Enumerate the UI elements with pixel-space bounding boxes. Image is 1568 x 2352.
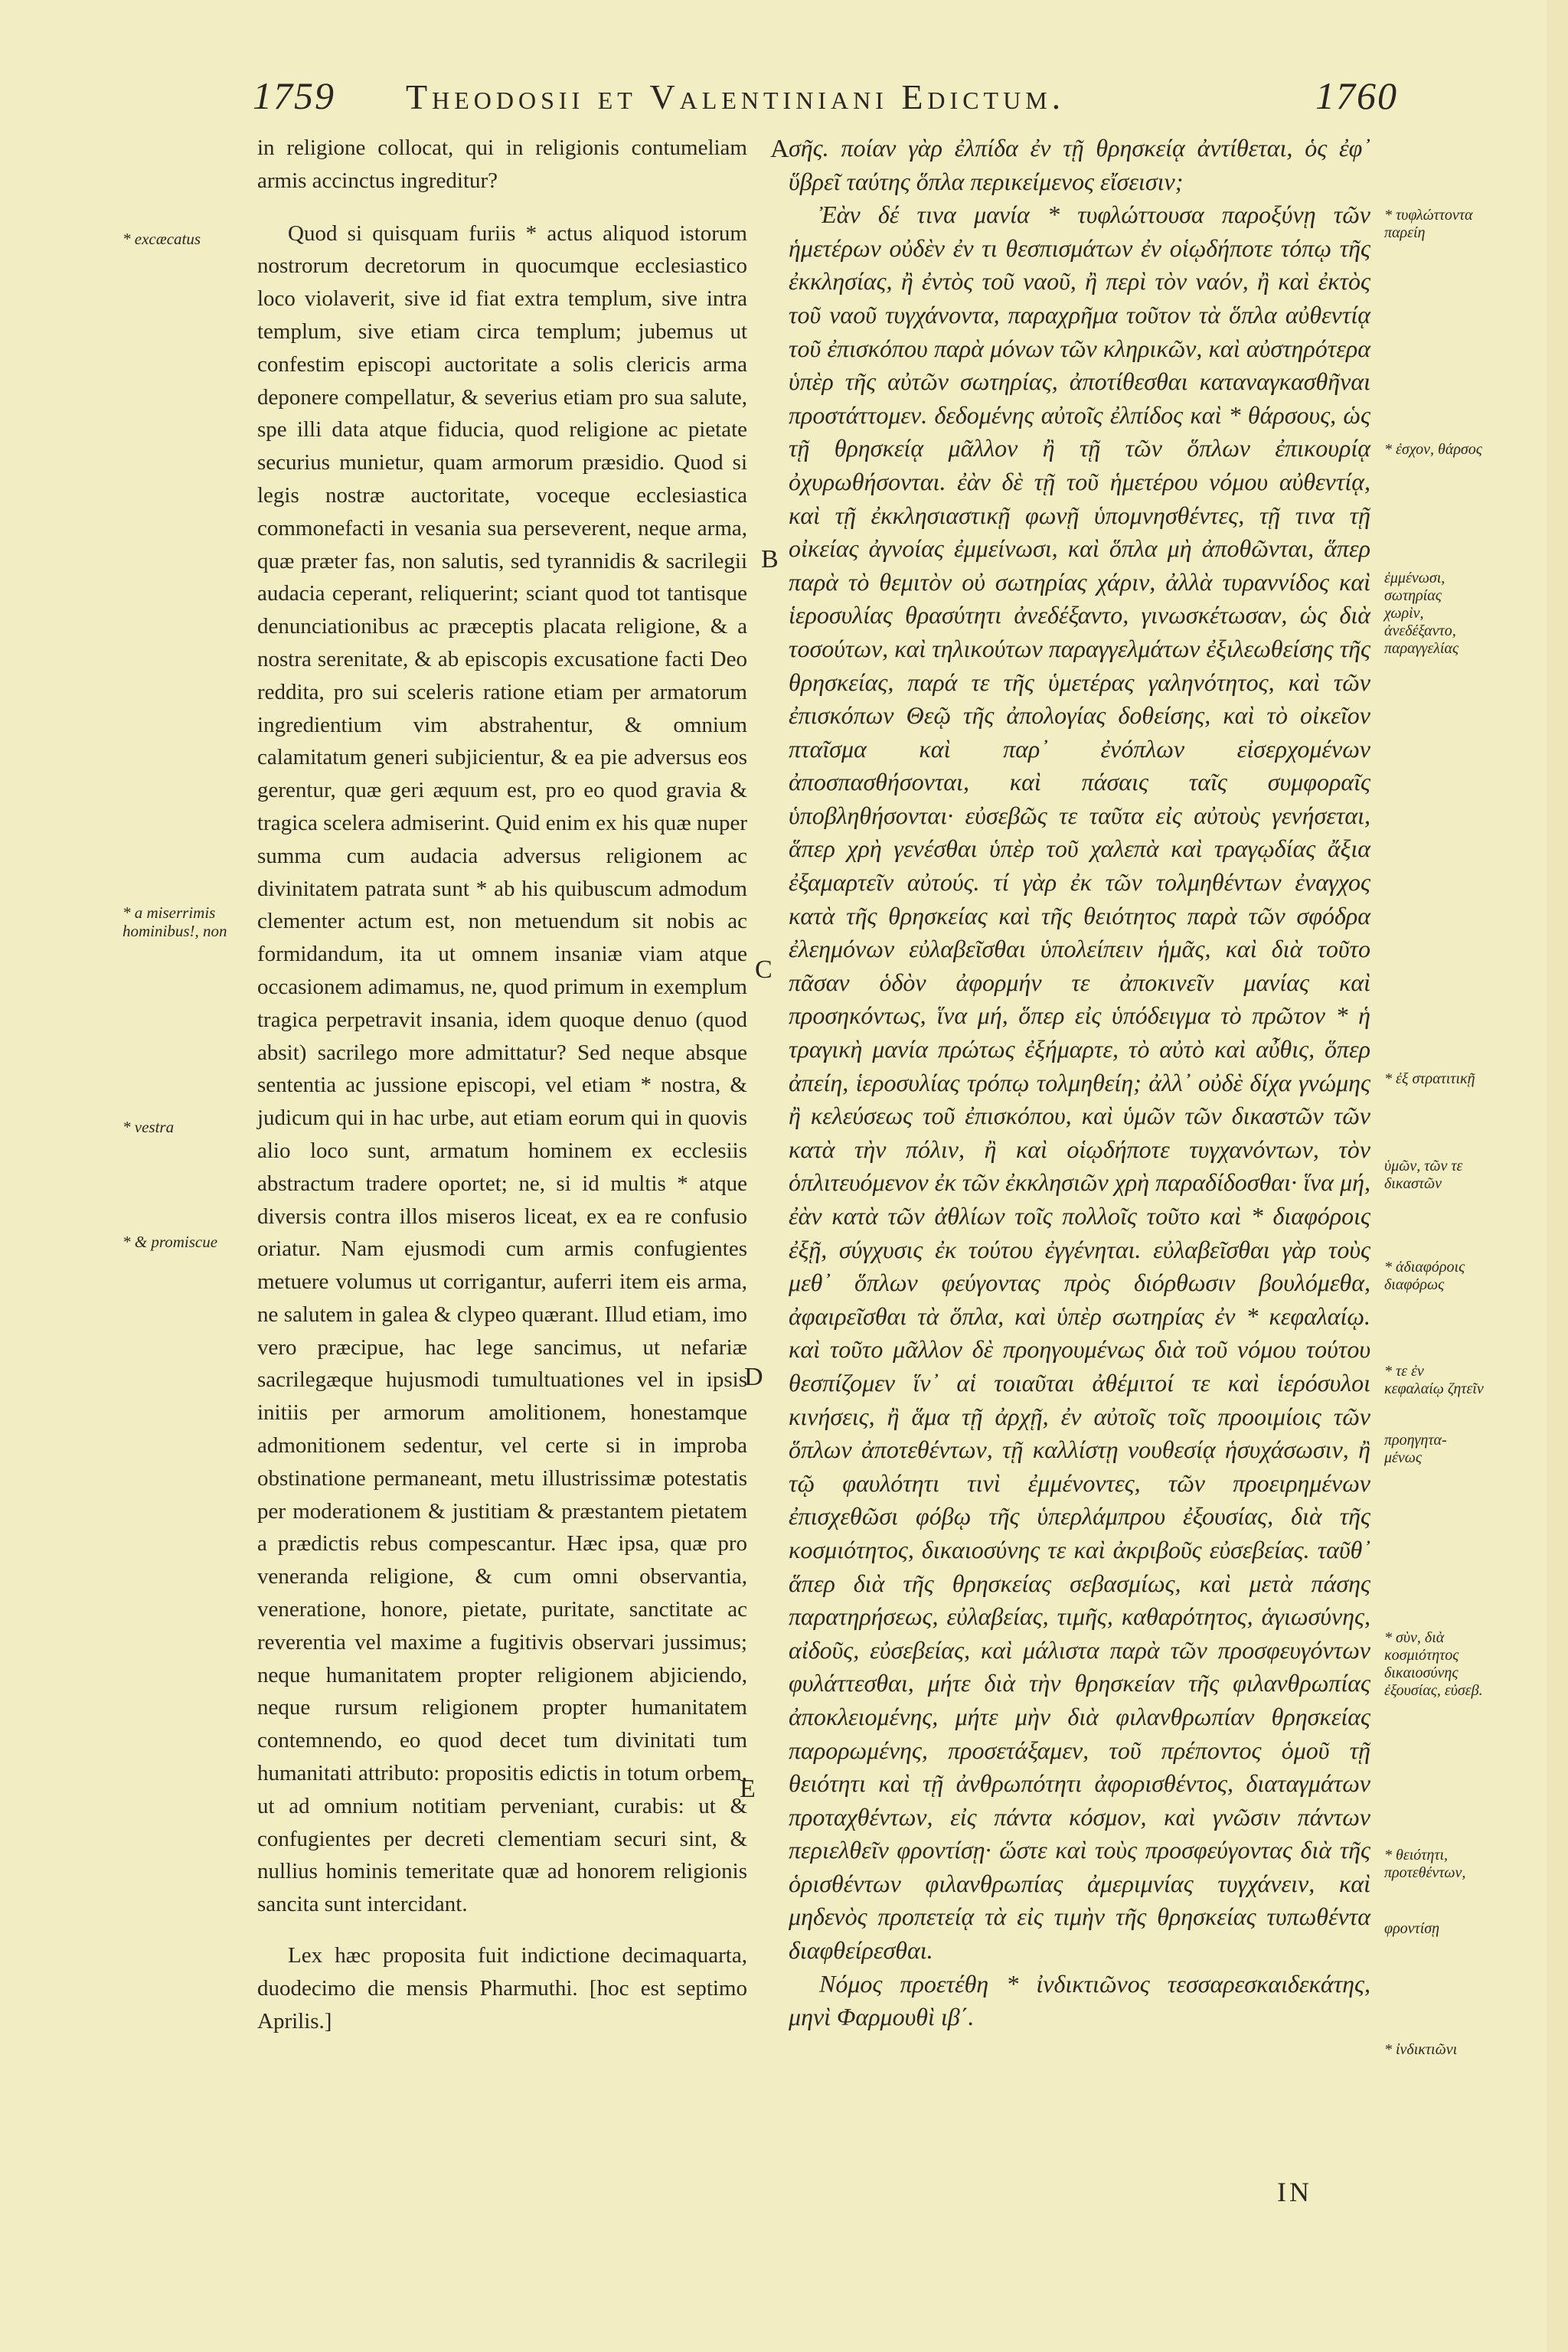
- section-mark-a: A: [770, 135, 789, 163]
- greek-margin-note: * ἐξ στρατιτικῇ: [1384, 1070, 1475, 1087]
- page-number-right: 1760: [1315, 74, 1398, 117]
- greek-margin-note: * ἀδιαφόροις διαφόρως: [1384, 1259, 1465, 1293]
- section-mark-d: D: [744, 1363, 763, 1391]
- running-header: [0, 74, 1568, 127]
- greek-margin-note: * θειότητι, προτεθέντων,: [1384, 1847, 1466, 1881]
- greek-subscription: Νόμος προετέθη * ἰνδικτιῶνος τεσσαρεσκαιδεκάτης, μηνὶ Φαρμουθὶ ιβ΄.: [789, 1969, 1370, 2031]
- latin-margin-note: * & promiscue: [122, 1233, 218, 1251]
- greek-margin-note: προηγητα-μένως: [1384, 1432, 1447, 1466]
- greek-margin-note: * σὺν, διὰ κοσμιότητος δικαιοσύνης ἐξουσίας, εὐσεβ.: [1384, 1629, 1483, 1699]
- greek-margin-note: ἐμμένωσι, σωτηρίας χωρὶν, ἀνεδέξαντο, παραγγελίας: [1384, 570, 1459, 657]
- greek-paragraph: Ἐὰν δέ τινα μανία * τυφλώττουσα παροξύνῃ τῶν ἡμετέρων οὐδὲν ἐν τι θεσπισμάτων ἐν οἱῳδήποτε τόπῳ τῆς ἐκκλησίας, ἢ ἐντὸς τοῦ ναοῦ, ἢ περὶ τὸν ναόν, ἢ καὶ ἐκτὸς τοῦ ναοῦ τυγχάνοντα, παραχρῆμα τοῦτον τὰ ὅπλα αὐθεντίᾳ τοῦ ἐπισκόπου παρὰ μόνων τῶν κληρικῶν, καὶ αὐστηρότερα ὑπὲρ τῆς αὐτῶν σωτηρίας, ἀποτίθεσθαι καταναγκασθῆναι προστάττομεν. δεδομένης αὐτοῖς ἐλπίδος καὶ * θάρσους, ὡς τῇ θρησκείᾳ μᾶλλον ἢ τῇ τῶν ὅπλων ἐπικουρίᾳ ὀχυρωθήσονται. ἐὰν δὲ τῇ τοῦ ἡμετέρου νόμου αὐθεντίᾳ, καὶ τῇ ἐκκλησιαστικῇ φωνῇ ὑπομνησθέντες, τῇ τινα τῇ οἰκείας ἀγνοίας ἐμμείνωσι, καὶ ὅπλα μὴ ἀποθῶνται, ἅπερ παρὰ τὸ θεμιτὸν οὐ σωτηρίας χάριν, ἀλλὰ τυραννίδος καὶ ἱεροσυλίας θρασύτητι ἀνεδέξαντο, γινωσκέτωσαν, ὡς διὰ τοσούτων, καὶ τηλικούτων παραγγελμάτων ἐξιλεωθείσης τῆς θρησκείας, παρά τε τῆς ὑμετέρας γαληνότητος, καὶ τῶν ἐπισκόπων Θεῷ τῆς ἀπολογίας δοθείσης, καὶ τὸ οἰκεῖον πταῖσμα καὶ παρ᾽ ἐνόπλων εἰσερχομένων ἀποσπασθήσονται, καὶ πάσαις ταῖς συμφοραῖς ὑποβληθήσονται· εὐσεβῶς τε ταῦτα εἰς αὐτοὺς γενήσεται, ἅπερ χρὴ γενέσθαι ὑπὲρ τοῦ χαλεπὰ καὶ τραγῳδίας ἄξια ἐξαμαρτεῖν αὐτούς. τί γὰρ ἐκ τῶν τολμηθέντων ἐναγχος κατὰ τῆς θρησκείας καὶ τῆς θειότητος παρὰ τῶν σφόδρα ἐλεημόνων εὐλαβεῖσθαι ὑπολείπειν ἡμᾶς, καὶ διὰ τοῦτο πᾶσαν ὁδὸν ἀφορμήν τε ἀποκινεῖν μανίας καὶ προσηκόντως, ἵνα μή, ὅπερ εἰς ὑπόδειγμα τὸ πρῶτον * ἡ τραγικὴ μανία πρώτως ἐξήμαρτε, τὸ αὐτὸ καὶ αὖθις, ὅπερ ἀπείη, ἱεροσυλίας τρόπῳ τολμηθείη; ἀλλ᾽ οὐδὲ δίχα γνώμης ἢ κελεύσεως τοῦ ἐπισκόπου, καὶ ὑμῶν τῶν δικαστῶν τῶν κατὰ τὴν πόλιν, ἢ καὶ οἱῳδήποτε τυγχανόντων, τὸν ὁπλιτευόμενον ἐκ τῶν ἐκκλησιῶν χρὴ παραδίδοσθαι· ἵνα μή, ἐὰν κατὰ τῶν ἀθλίων τοῖς πολλοῖς τοῦτο καὶ * διαφόροις ἐξῇ, σύγχυσις ἐκ τούτου ἐγγένηται. εὐλαβεῖσθαι γὰρ τοὺς μεθ᾽ ὅπλων φεύγοντας πρὸς διόρθωσιν βουλόμεθα, ἀφαιρεῖσθαι τὰ ὅπλα, καὶ ὑπὲρ σωτηρίας ἐν * κεφαλαίῳ. καὶ τοῦτο μᾶλλον δὲ προηγουμένως διὰ τοῦ νόμου τούτου θεσπίζομεν ἵν᾽ αἱ τοιαῦται ἀθέμιτοί τε καὶ ἱερόσυλοι κινήσεις, ἢ ἅμα τῇ ἀρχῇ, ἐν αὐτοῖς τοῖς προοιμίοις τῶν ὅπλων ἀποτεθέντων, τῇ καλλίστῃ νουθεσίᾳ ἡσυχάσωσιν, ἢ τῷ φαυλότητι τινὶ ἐμμένοντες, τῶν προειρημένων ἐπισχεθῶσι φόβῳ τῆς ὑπερλάμπρου ἐξουσίας, διὰ τῆς κοσμιότητος, δικαιοσύνης τε καὶ ἀκριβοῦς εὐσεβείας. ταῦθ᾽ ἅπερ διὰ τῆς θρησκείας σεβασμίως, καὶ μετὰ πάσης παρατηρήσεως, εὐλαβείας, τιμῆς, καθαρότητος, ἁγιωσύνης, αἰδοῦς, εὐσεβείας, καὶ μάλιστα παρὰ τῶν προσφευγόντων φυλάττεσθαι, μήτε διὰ τὴν θρησκείαν τῆς φιλανθρωπίας ἀποκλειομένης, μήτε μὴν διὰ φιλανθρωπίαν θρησκείας παρορωμένης, προσετάξαμεν, τοῦ πρέποντος ὁμοῦ τῇ θειότητι καὶ τῇ ἀνθρωπότητι ἀφορισθέντος, διαταγμάτων προταχθέντων, εἰς πάντα κόσμον, καὶ γνῶσιν πάντων περιελθεῖν φροντίσῃ· ὥστε καὶ τοὺς προσφεύγοντας διὰ τῆς ὁρισθέντων φιλανθρωπίας ἀμεριμνίας τυγχάνειν, καὶ μηδενὸς προπετείᾳ τὰ εἰς τιμὴν τῆς θρησκείας τυπωθέντα διαφθείρεσθαι.: [789, 201, 1370, 1965]
- section-mark-e: E: [740, 1775, 756, 1803]
- greek-margin-note: φροντίσῃ: [1384, 1920, 1440, 1937]
- latin-margin-note: * a miserrimis hominibus!, non: [122, 903, 227, 940]
- catchword: IN: [1277, 2177, 1312, 2207]
- latin-margin-note: * vestra: [122, 1118, 175, 1136]
- section-mark-c: C: [755, 956, 773, 984]
- running-title: Theodosii et Valentiniani Edictum.: [406, 77, 1066, 116]
- page-number-left: 1759: [253, 74, 335, 117]
- greek-text-column: [789, 132, 1370, 2034]
- latin-subscription: Lex hæc proposita fuit indictione decimaquarta, duodecimo die mensis Pharmuthi. [hoc est septimo Aprilis.]: [257, 1943, 747, 2034]
- greek-margin-note: * τυφλώττοντα παρείη: [1384, 207, 1473, 241]
- section-mark-b: B: [761, 545, 779, 573]
- greek-intro: σῆς. ποίαν γὰρ ἐλπίδα ἐν τῇ θρησκείᾳ ἀντίθεται, ὁς ἐφ᾽ ὕβρεῖ ταύτης ὅπλα περικείμενος εἴσεισιν;: [789, 134, 1370, 195]
- latin-intro: in religione collocat, qui in religionis contumeliam armis accinctus ingreditur?: [257, 136, 747, 193]
- facing-page-edge: [1547, 0, 1568, 2352]
- greek-margin-note: ὑμῶν, τῶν τε δικαστῶν: [1384, 1158, 1463, 1192]
- greek-margin-note: * τε ἐν κεφαλαίῳ ζητεῖν: [1384, 1363, 1484, 1397]
- latin-paragraph: Quod si quisquam furiis * actus aliquod istorum nostrorum decretorum in quocumque ecclesiastico loco violaverit, sive id fiat extra templum, sive intra templum, sive etiam circa templum; jubemus ut confestim episcopi auctoritate a solis clericis arma deponere compellatur, & severius etiam pro sua salute, spe illi data atque fiducia, quod religione ac pietate securius munietur, quam armorum præsidio. Quod si legis nostræ auctoritate, voceque ecclesiastica commonefacti in vesania sua perseverent, neque arma, quæ præter fas, non salutis, sed tyrannidis & sacrilegii audacia ceperant, reliquerint; sciant quod tot tantisque denunciationibus ac præceptis placata religione, & a nostra serenitate, & ab episcopis excusatione facti Deo reddita, pro sui sceleris ratione etiam per armatorum ingredientium vim abstrahentur, & omnium calamitatum generi subjicientur, & ea pie adversus eos gerentur, quæ geri æquum est, pro eo quod gravia & tragica scelera admiserint. Quid enim ex his quæ nuper summa cum audacia adversus religionem ac divinitatem patrata sunt * ab his quibuscum admodum clementer actum est, non metuendum sit nobis ac formidandum, ita ut omnem insaniæ viam atque occasionem adimamus, ne, quod primum in exemplum tragica perpetravit insania, idem quoque denuo (quod absit) sacrilego more admittatur? Sed neque absque sententia ac jussione episcopi, vel etiam * nostra, & judicum qui in hac urbe, aut etiam eorum qui in quovis alio loco sunt, armatum hominem ex ecclesiis abstractum tradere oportet; ne, si id multis * atque diversis contra illos miseros liceat, ex ea re confusio oriatur. Nam ejusmodi cum armis confugientes metuere volumus ut corrigantur, auferri item eis arma, ne salutem in galea & clypeo quærant. Illud etiam, imo vero præcipue, hac lege sancimus, ut nefariæ sacrilegæque hujusmodi tumultuationes vel in ipsis initiis per armorum amolitionem, honestamque admonitionem sedentur, vel certe si in improba obstinatione permaneant, metu illustrissimæ potestatis per moderationem & justitiam & præstantem pietatem a prædictis rebus compescantur. Hæc ipsa, quæ pro veneranda religione, & cum omni observantia, veneratione, honore, pietate, puritate, sanctitate ac reverentia vel maxime a fugitivis observari jussimus; neque humanitatem propter religionem abjiciendo, neque rursum religionem propter humanitatem contemnendo, eo quod decet tum divinitati tum humanitati attributo: propositis edictis in totum orbem, ut ad omnium notitiam perveniant, curabis: ut & confugientes per decreti clementiam securi sint, & nullius hominis temeritate quæ ad honorem religionis sancita sunt intercidant.: [257, 220, 747, 1917]
- greek-margin-note: * ἐσχον, θάρσος: [1384, 441, 1482, 458]
- latin-text-column: [257, 132, 747, 2037]
- greek-margin-note: * ἰνδικτιῶνι: [1384, 2041, 1458, 2058]
- latin-margin-note: * excæcatus: [122, 230, 201, 248]
